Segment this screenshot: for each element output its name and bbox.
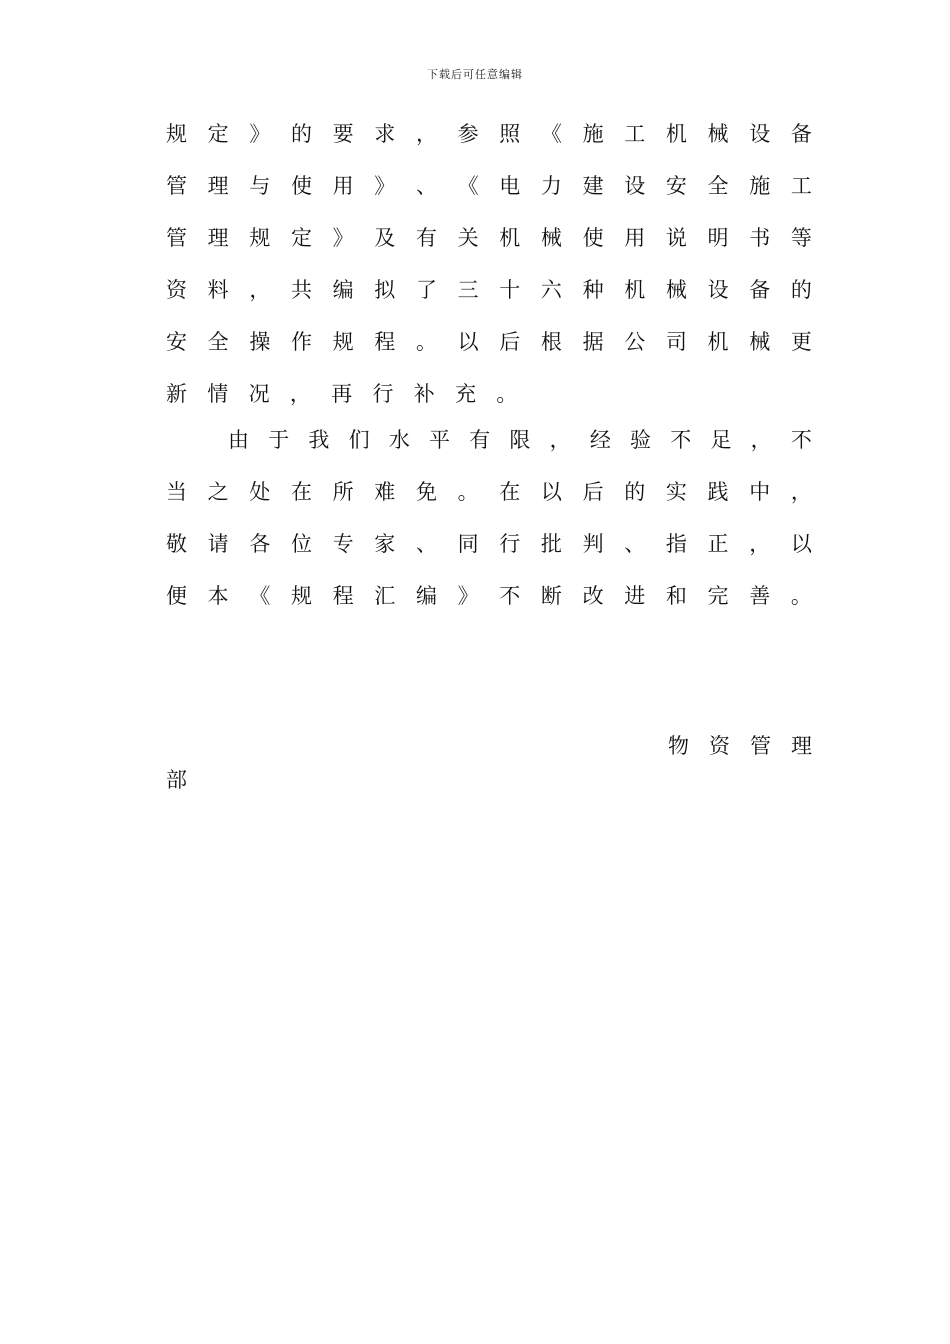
glyph: 书 xyxy=(749,226,771,250)
glyph: 关 xyxy=(457,226,479,250)
glyph: 料 xyxy=(207,278,229,302)
glyph: 改 xyxy=(582,584,604,608)
glyph: 资 xyxy=(166,278,187,302)
glyph: 电 xyxy=(499,174,521,198)
glyph: 种 xyxy=(582,278,604,302)
glyph: 。 xyxy=(790,584,812,608)
glyph: 经 xyxy=(589,428,611,452)
text-line xyxy=(166,327,812,357)
glyph: 本 xyxy=(207,584,229,608)
glyph: 程 xyxy=(374,330,396,354)
glyph: 践 xyxy=(707,480,729,504)
glyph: 实 xyxy=(665,480,687,504)
glyph: 编 xyxy=(332,278,354,302)
glyph: 进 xyxy=(624,584,646,608)
glyph: 。 xyxy=(415,330,437,354)
glyph: 照 xyxy=(499,122,521,146)
glyph: 善 xyxy=(749,584,771,608)
glyph: 家 xyxy=(374,532,396,556)
glyph: ， xyxy=(415,122,437,146)
glyph: 同 xyxy=(457,532,479,556)
glyph: 机 xyxy=(665,122,687,146)
glyph: 机 xyxy=(624,278,646,302)
glyph: 断 xyxy=(540,584,562,608)
glyph: 及 xyxy=(374,226,396,250)
glyph: 限 xyxy=(509,428,531,452)
text-line xyxy=(166,223,812,253)
glyph: 资 xyxy=(709,734,730,758)
glyph: 完 xyxy=(707,584,729,608)
glyph: 。 xyxy=(496,382,518,406)
glyph: 明 xyxy=(707,226,729,250)
glyph: 用 xyxy=(624,226,646,250)
glyph: ， xyxy=(750,428,772,452)
glyph: 不 xyxy=(670,428,692,452)
glyph: 行 xyxy=(372,382,394,406)
glyph: 拟 xyxy=(374,278,396,302)
page-header: 下载后可任意编辑 xyxy=(427,68,523,81)
glyph: 更 xyxy=(790,330,812,354)
glyph: 们 xyxy=(348,428,370,452)
glyph: 后 xyxy=(499,330,521,354)
glyph: 免 xyxy=(415,480,437,504)
glyph: 使 xyxy=(290,174,312,198)
glyph: 求 xyxy=(374,122,396,146)
glyph: 械 xyxy=(707,122,729,146)
glyph: 的 xyxy=(624,480,646,504)
text-line xyxy=(166,581,812,611)
glyph: 以 xyxy=(790,532,812,556)
glyph: 六 xyxy=(540,278,562,302)
glyph: 、 xyxy=(415,532,437,556)
glyph: 位 xyxy=(290,532,312,556)
glyph: 之 xyxy=(207,480,229,504)
glyph: 根 xyxy=(540,330,562,354)
glyph: 全 xyxy=(207,330,229,354)
glyph: 备 xyxy=(790,122,812,146)
glyph: 理 xyxy=(207,174,229,198)
glyph: 作 xyxy=(290,330,312,354)
glyph: 行 xyxy=(499,532,521,556)
glyph: 》 xyxy=(457,584,479,608)
glyph: 汇 xyxy=(374,584,396,608)
glyph: 充 xyxy=(455,382,477,406)
glyph: 不 xyxy=(790,428,812,452)
glyph: 指 xyxy=(665,532,687,556)
glyph: 所 xyxy=(332,480,354,504)
glyph: ， xyxy=(249,278,271,302)
glyph: 在 xyxy=(499,480,521,504)
glyph: 理 xyxy=(207,226,229,250)
glyph: 于 xyxy=(268,428,290,452)
glyph: 工 xyxy=(790,174,812,198)
text-line xyxy=(228,425,812,455)
glyph: 便 xyxy=(166,584,187,608)
glyph: 工 xyxy=(624,122,646,146)
glyph: 和 xyxy=(665,584,687,608)
glyph: 说 xyxy=(665,226,687,250)
text-line xyxy=(166,529,812,559)
glyph: 处 xyxy=(249,480,271,504)
glyph: 再 xyxy=(331,382,353,406)
glyph: 管 xyxy=(166,226,187,250)
glyph: 专 xyxy=(332,532,354,556)
glyph: 难 xyxy=(374,480,396,504)
glyph: 物 xyxy=(668,734,689,758)
glyph: 》 xyxy=(249,122,271,146)
text-line xyxy=(166,379,812,409)
glyph: 有 xyxy=(469,428,491,452)
glyph: 参 xyxy=(457,122,479,146)
glyph: 水 xyxy=(388,428,410,452)
glyph: 管 xyxy=(750,734,771,758)
glyph: 有 xyxy=(415,226,437,250)
glyph: 情 xyxy=(207,382,229,406)
glyph: 》 xyxy=(374,174,396,198)
glyph: 据 xyxy=(582,330,604,354)
glyph: 规 xyxy=(166,122,187,146)
glyph: 备 xyxy=(749,278,771,302)
glyph: 编 xyxy=(415,584,437,608)
glyph: 械 xyxy=(665,278,687,302)
glyph: 设 xyxy=(707,278,729,302)
glyph: 安 xyxy=(665,174,687,198)
glyph: 机 xyxy=(707,330,729,354)
glyph: 安 xyxy=(166,330,187,354)
glyph: 《 xyxy=(249,584,271,608)
glyph: 中 xyxy=(749,480,771,504)
text-line xyxy=(166,119,812,149)
glyph: 规 xyxy=(249,226,271,250)
glyph: 施 xyxy=(582,122,604,146)
glyph: 在 xyxy=(290,480,312,504)
glyph: 当 xyxy=(166,480,187,504)
glyph: 施 xyxy=(749,174,771,198)
glyph: 了 xyxy=(415,278,437,302)
glyph: 补 xyxy=(413,382,435,406)
glyph: 规 xyxy=(290,584,312,608)
glyph: 使 xyxy=(582,226,604,250)
text-line xyxy=(166,171,812,201)
glyph: 各 xyxy=(249,532,271,556)
glyph: 程 xyxy=(332,584,354,608)
glyph: 操 xyxy=(249,330,271,354)
glyph: ， xyxy=(749,532,771,556)
glyph: 共 xyxy=(290,278,312,302)
glyph: 三 xyxy=(457,278,479,302)
glyph: 我 xyxy=(308,428,330,452)
glyph: 。 xyxy=(457,480,479,504)
glyph: 况 xyxy=(248,382,270,406)
glyph: 公 xyxy=(624,330,646,354)
signature-department-tail: 部 xyxy=(166,768,187,792)
glyph: 建 xyxy=(582,174,604,198)
glyph: 以 xyxy=(457,330,479,354)
glyph: 新 xyxy=(166,382,187,406)
glyph: 设 xyxy=(749,122,771,146)
glyph: 》 xyxy=(332,226,354,250)
glyph: 用 xyxy=(332,174,354,198)
glyph: 定 xyxy=(290,226,312,250)
glyph: 由 xyxy=(228,428,249,452)
glyph: 机 xyxy=(499,226,521,250)
glyph: 等 xyxy=(790,226,812,250)
glyph: 的 xyxy=(290,122,312,146)
glyph: 验 xyxy=(630,428,652,452)
glyph: ， xyxy=(549,428,571,452)
glyph: 、 xyxy=(415,174,437,198)
glyph: 力 xyxy=(540,174,562,198)
glyph: ， xyxy=(289,382,311,406)
glyph: 的 xyxy=(790,278,812,302)
glyph: 全 xyxy=(707,174,729,198)
glyph: 规 xyxy=(332,330,354,354)
glyph: 判 xyxy=(582,532,604,556)
glyph: 要 xyxy=(332,122,354,146)
glyph: 正 xyxy=(707,532,729,556)
glyph: 设 xyxy=(624,174,646,198)
glyph: 定 xyxy=(207,122,229,146)
glyph: 司 xyxy=(665,330,687,354)
text-line xyxy=(166,275,812,305)
glyph: 械 xyxy=(749,330,771,354)
glyph: 《 xyxy=(457,174,479,198)
glyph: 敬 xyxy=(166,532,187,556)
glyph: 批 xyxy=(540,532,562,556)
glyph: 十 xyxy=(499,278,521,302)
glyph: ， xyxy=(790,480,812,504)
glyph: 管 xyxy=(166,174,187,198)
signature-department xyxy=(668,731,812,761)
text-line xyxy=(166,477,812,507)
glyph: 《 xyxy=(540,122,562,146)
glyph: 理 xyxy=(791,734,812,758)
glyph: 不 xyxy=(499,584,521,608)
glyph: 足 xyxy=(710,428,732,452)
glyph: 以 xyxy=(540,480,562,504)
glyph: 与 xyxy=(249,174,271,198)
glyph: 后 xyxy=(582,480,604,504)
glyph: 请 xyxy=(207,532,229,556)
glyph: 、 xyxy=(624,532,646,556)
glyph: 平 xyxy=(429,428,451,452)
glyph: 械 xyxy=(540,226,562,250)
